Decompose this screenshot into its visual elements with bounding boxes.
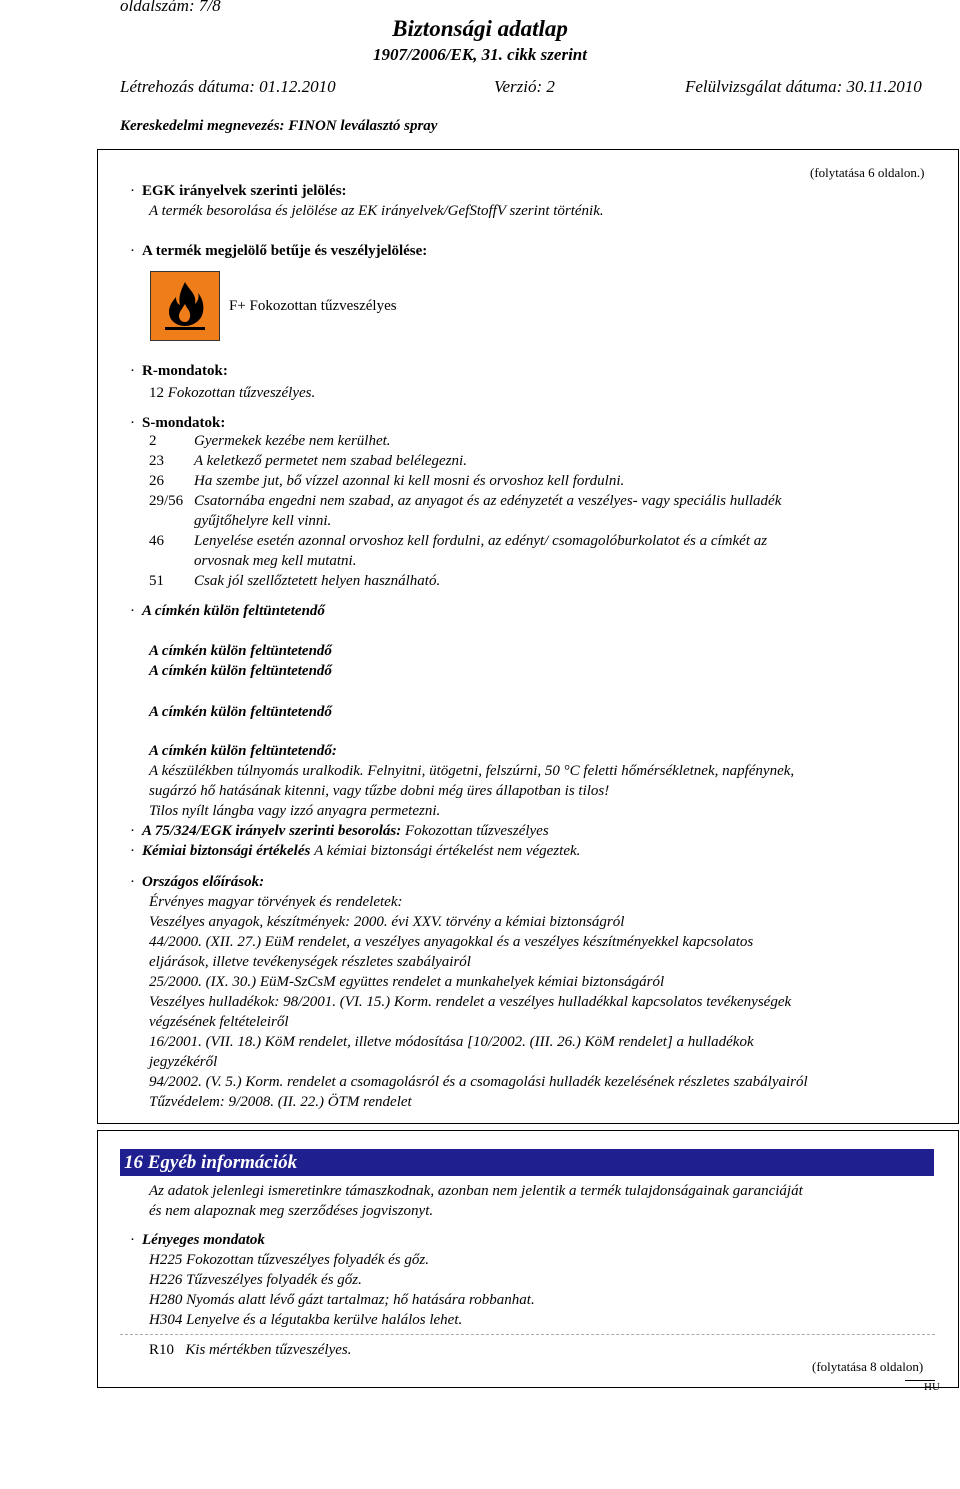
special-label-heading-2: A címkén külön feltüntetendő: — [149, 743, 337, 759]
s-phrase-text: A keletkező permetet nem szabad belélegezni. — [194, 453, 467, 469]
national-line: 44/2000. (XII. 27.) EüM rendelet, a veszélyes anyagokkal és a veszélyes készítményekkel kapcsolatos — [149, 934, 754, 950]
eu-label-heading: · EGK irányelvek szerinti jelölés: — [130, 183, 347, 199]
s-phrase-row: 2 — [149, 433, 157, 449]
national-line: végzésének feltételeiről — [149, 1014, 289, 1030]
s-phrase-text: Gyermekek kezébe nem kerülhet. — [194, 433, 391, 449]
flame-icon — [150, 271, 220, 341]
revision-date: Felülvizsgálat dátuma: 30.11.2010 — [685, 77, 922, 96]
key-phrase-line: H304 Lenyelve és a légutakba kerülve halálos lehet. — [149, 1312, 463, 1328]
continued-from: (folytatása 6 oldalon.) — [810, 165, 925, 180]
national-line: 25/2000. (IX. 30.) EüM-SzCsM együttes rendelet a munkahelyek kémiai biztonságáról — [149, 974, 665, 990]
s-phrase-row: 29/56 — [149, 493, 184, 509]
national-line: 16/2001. (VII. 18.) KöM rendelet, illetve módosítása [10/2002. (III. 26.) KöM rendelet] a hulladékok — [149, 1034, 754, 1050]
national-heading: · Országos előírások: — [130, 874, 265, 890]
r-phrase-row: 12 Fokozottan tűzveszélyes. — [149, 385, 316, 401]
s-phrase-row: 46 — [149, 533, 164, 549]
trade-name: Kereskedelmi megnevezés: FINON leválasztó spray — [120, 118, 438, 134]
s-phrases-heading: · S-mondatok: — [130, 415, 226, 431]
divider — [120, 1334, 935, 1335]
hazard-symbol-heading: · A termék megjelölő betűje és veszélyjelölése: — [130, 243, 428, 259]
s-phrase-text: gyűjtőhelyre kell vinni. — [194, 513, 332, 529]
continued-to: (folytatása 8 oldalon) — [812, 1359, 924, 1374]
special-label-text: A készülékben túlnyomás uralkodik. Felnyitni, ütögetni, felszúrni, 50 °C feletti hőmérsékletnek, napfénynek, — [149, 763, 795, 779]
r10-line: R10 Kis mértékben tűzveszélyes. — [149, 1342, 352, 1358]
special-label-text: sugárzó hő hatásának kitenni, vagy tűzbe dobni még üres állapotban is tilos! — [149, 783, 610, 799]
r-phrases-heading: · R-mondatok: — [130, 363, 228, 379]
s-phrase-row: 51 — [149, 573, 164, 589]
section-16-intro: és nem alapoznak meg szerződéses jogviszonyt. — [149, 1203, 434, 1219]
special-label-text: Tilos nyílt lángba vagy izzó anyagra permetezni. — [149, 803, 441, 819]
section-16-intro: Az adatok jelenlegi ismeretinkre támaszkodnak, azonban nem jelentik a termék tulajdonságainak garanciáját — [149, 1183, 803, 1199]
s-phrase-row: 23 — [149, 453, 164, 469]
national-line: eljárások, illetve tevékenységek részletes szabályairól — [149, 954, 471, 970]
special-label-heading: · A címkén külön feltüntetendő — [130, 603, 325, 619]
key-phrase-line: H226 Tűzveszélyes folyadék és gőz. — [149, 1272, 362, 1288]
national-line: Tűzvédelem: 9/2008. (II. 22.) ÖTM rendelet — [149, 1094, 412, 1110]
national-line: 94/2002. (V. 5.) Korm. rendelet a csomagolásról és a csomagolási hulladék kezelésének részletes szabályairól — [149, 1074, 808, 1090]
national-line: Veszélyes anyagok, készítmények: 2000. évi XXV. törvény a kémiai biztonságról — [149, 914, 625, 930]
hazard-symbol-label: F+ Fokozottan tűzveszélyes — [229, 298, 397, 314]
national-line: Veszélyes hulladékok: 98/2001. (VI. 15.) Korm. rendelet a veszélyes hulladékkal kapcsolatos tevékenységek — [149, 994, 792, 1010]
s-phrase-text: Ha szembe jut, bő vízzel azonnal ki kell mosni és orvoshoz kell fordulni. — [194, 473, 625, 489]
eu-label-text: A termék besorolása és jelölése az EK irányelvek/GefStoffV szerint történik. — [149, 203, 604, 219]
section-16-title: 16 Egyéb információk — [120, 1149, 934, 1176]
special-label-repeat: A címkén külön feltüntetendő — [149, 704, 332, 720]
regulation-reference: 1907/2006/EK, 31. cikk szerint — [373, 45, 587, 64]
key-phrase-line: H280 Nyomás alatt lévő gázt tartalmaz; hő hatására robbanhat. — [149, 1292, 535, 1308]
document-title: Biztonsági adatlap — [392, 16, 568, 41]
national-line: Érvényes magyar törvények és rendeletek: — [149, 894, 403, 910]
creation-date: Létrehozás dátuma: 01.12.2010 — [120, 77, 336, 96]
s-phrase-row: 26 — [149, 473, 164, 489]
national-line: jegyzékéről — [149, 1054, 218, 1070]
key-phrases-heading: · Lényeges mondatok — [130, 1232, 265, 1248]
s-phrase-text: Csatornába engedni nem szabad, az anyagot és az edényzetét a veszélyes- vagy speciális hulladék — [194, 493, 782, 509]
special-label-repeat: A címkén külön feltüntetendő — [149, 663, 332, 679]
key-phrase-line: H225 Fokozottan tűzveszélyes folyadék és gőz. — [149, 1252, 429, 1268]
version: Verzió: 2 — [494, 77, 555, 96]
s-phrase-text: Lenyelése esetén azonnal orvoshoz kell fordulni, az edényt/ csomagolóburkolatot és a címkét az — [194, 533, 768, 549]
directive-row: · A 75/324/EGK irányelv szerinti besorolás: Fokozottan tűzveszélyes — [130, 823, 549, 839]
special-label-repeat: A címkén külön feltüntetendő — [149, 643, 332, 659]
s-phrase-text: orvosnak meg kell mutatni. — [194, 553, 357, 569]
page-number: oldalszám: 7/8 — [120, 0, 221, 15]
s-phrase-text: Csak jól szellőztetett helyen használható. — [194, 573, 441, 589]
chemical-safety-row: · Kémiai biztonsági értékelés A kémiai biztonsági értékelést nem végeztek. — [130, 843, 581, 859]
language-code: HU — [924, 1381, 940, 1393]
